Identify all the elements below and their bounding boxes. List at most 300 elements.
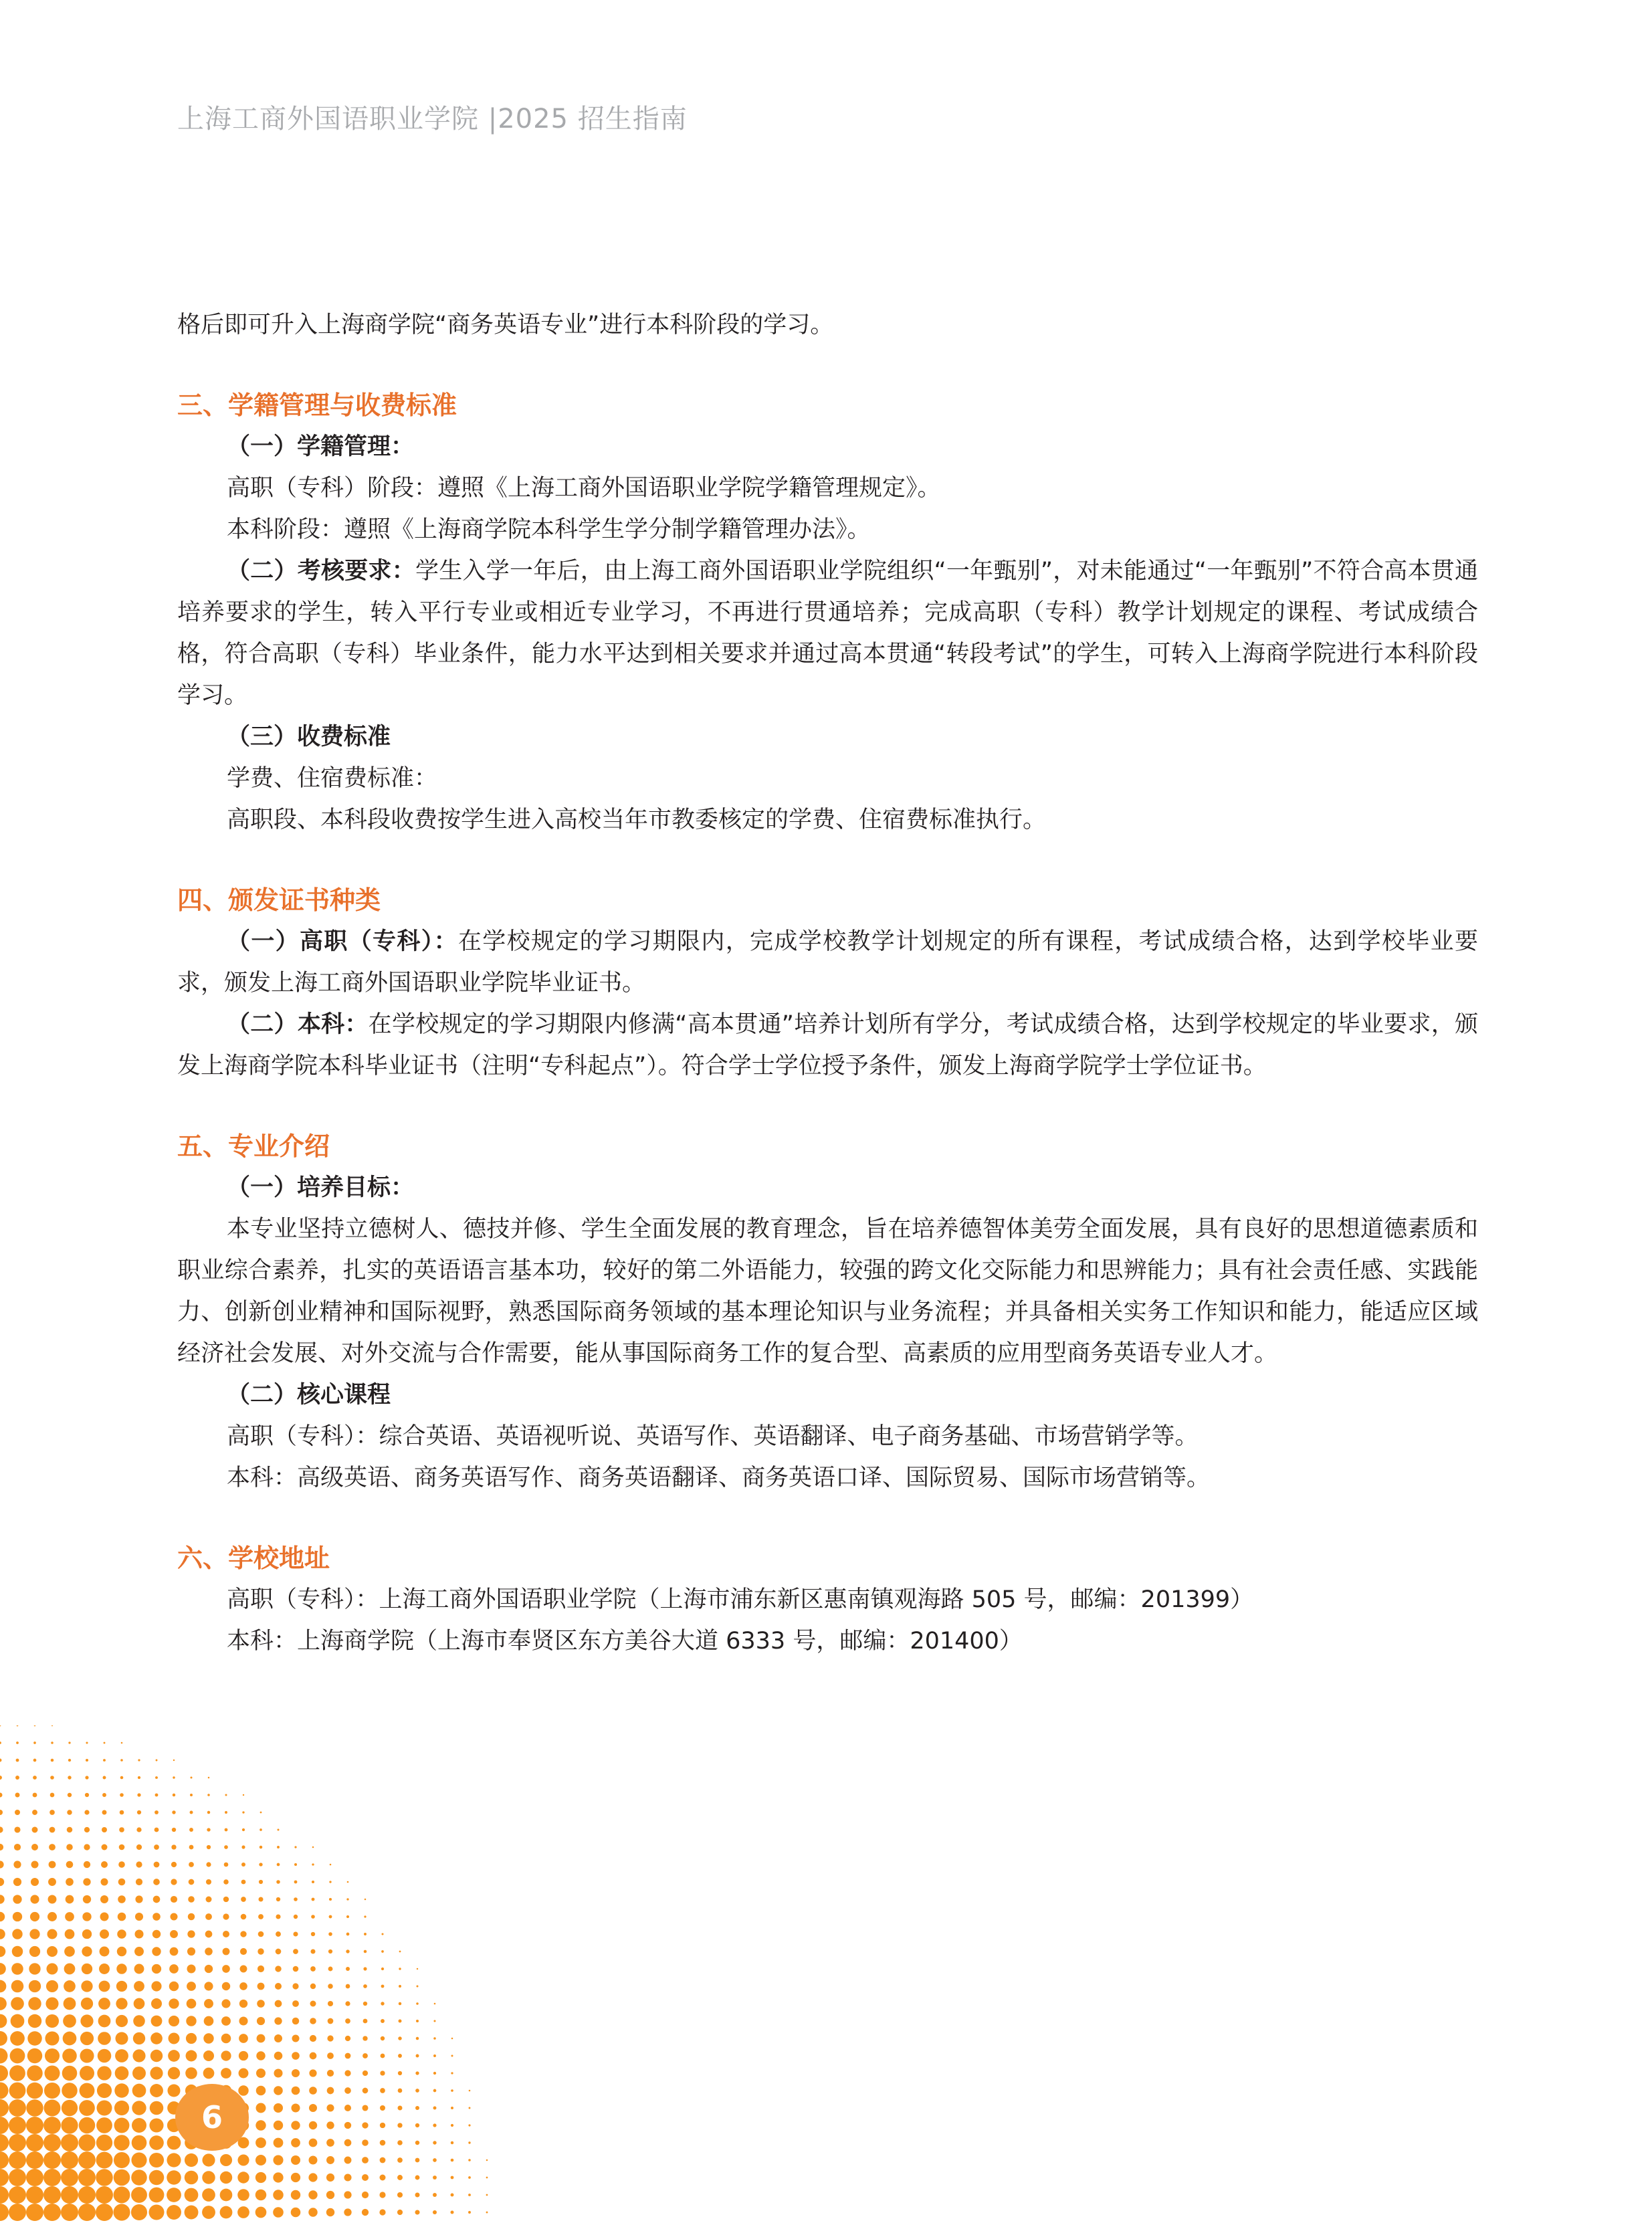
halftone-dot [186, 2050, 197, 2062]
halftone-dot [416, 2020, 419, 2022]
halftone-dot [433, 2123, 436, 2127]
halftone-dot [152, 1930, 161, 1939]
halftone-dot [80, 2048, 94, 2062]
halftone-dot [134, 1947, 144, 1956]
halftone-dot [28, 1997, 41, 2010]
halftone-dot [220, 2189, 233, 2202]
halftone-dot [274, 2121, 283, 2130]
halftone-dot [451, 2124, 453, 2127]
halftone-dot [294, 1846, 296, 1848]
halftone-dot [0, 1844, 3, 1850]
halftone-dot [451, 2038, 453, 2040]
halftone-dot [49, 1827, 56, 1833]
halftone-dot [255, 2207, 267, 2218]
halftone-dot [224, 1845, 228, 1849]
halftone-dot [433, 2037, 436, 2040]
halftone-dot [468, 2194, 471, 2196]
halftone-dot [258, 1914, 264, 1919]
halftone-dot [276, 1931, 281, 1937]
halftone-dot [0, 1878, 4, 1886]
halftone-dot [0, 1997, 7, 2010]
halftone-dot [103, 1776, 106, 1780]
halftone-dot [169, 2033, 180, 2044]
section-4-para-2-text: 在学校规定的学习期限内修满“高本贯通”培养计划所有学分，考试成绩合格，达到学校规定的毕业要求，颁发上海商学院本科毕业证书（注明“专科起点”）。符合学士学位授予条件，颁发上海商学院学士学位证书。 [177, 1011, 1478, 1079]
halftone-dot [451, 2107, 453, 2109]
halftone-dot [61, 2169, 78, 2186]
halftone-dot [310, 2035, 316, 2042]
halftone-dot [26, 2151, 43, 2169]
halftone-dot [276, 1949, 282, 1955]
halftone-dot [186, 2016, 196, 2026]
halftone-dot [61, 2117, 78, 2133]
halftone-dot [188, 1896, 195, 1903]
halftone-dot [310, 2001, 316, 2007]
halftone-dot [30, 1895, 39, 1903]
halftone-dot [152, 1947, 161, 1955]
halftone-dot [237, 2189, 249, 2201]
halftone-dot [451, 2089, 453, 2092]
halftone-dot [118, 1879, 126, 1886]
halftone-dot [328, 1949, 332, 1953]
halftone-dot [329, 1881, 331, 1883]
halftone-dot [292, 2034, 299, 2042]
halftone-dot [9, 2099, 26, 2117]
halftone-dot [415, 2123, 419, 2127]
section-3-line-1: 高职（专科）阶段：遵照《上海工商外国语职业学院学籍管理规定》。 [227, 475, 941, 502]
halftone-dot [344, 2122, 351, 2129]
halftone-dot [223, 1913, 229, 1919]
halftone-dot [0, 1741, 1, 1744]
halftone-dot [151, 1981, 161, 1991]
halftone-dot [44, 2065, 60, 2081]
halftone-dot [310, 1966, 316, 1972]
halftone-dot [308, 2173, 317, 2182]
halftone-dot [47, 1929, 58, 1939]
halftone-dot [202, 2188, 215, 2202]
halftone-dot [34, 1725, 36, 1726]
section-5-sub-1: （一）培养目标： [227, 1174, 415, 1201]
halftone-dot [31, 1861, 38, 1868]
halftone-dot [328, 2018, 334, 2024]
halftone-dot [98, 1998, 110, 2010]
halftone-dot [363, 1984, 367, 1988]
halftone-dot [136, 1844, 142, 1850]
halftone-dot [170, 1913, 177, 1920]
halftone-dot [120, 1810, 124, 1815]
halftone-dot [131, 2204, 147, 2220]
halftone-dot [135, 1913, 143, 1921]
halftone-dot [381, 1950, 384, 1953]
halftone-dot [96, 2169, 112, 2186]
halftone-dot [167, 2136, 181, 2150]
halftone-dot [397, 2210, 403, 2215]
halftone-dot [172, 1810, 175, 1814]
halftone-dot [78, 2134, 95, 2151]
halftone-dot [327, 2070, 334, 2077]
section-3-para-2-text: 学生入学一年后，由上海工商外国语职业学院组织“一年甄别”，对未能通过“一年甄别”不符合高本贯通培养要求的学生，转入平行专业或相近专业学习，不再进行贯通培养；完成高职（专科）教学计划规定的课程、考试成绩合格，符合高职（专科）毕业条件，能力水平达到相关要求并通过高本贯通“转段考试”的学生，可转入上海商学院进行本科阶段学习。 [177, 558, 1478, 709]
halftone-dot [221, 1999, 230, 2008]
halftone-dot [0, 1895, 5, 1903]
halftone-dot [121, 1742, 123, 1744]
halftone-dot [86, 1759, 88, 1762]
halftone-dot [433, 2107, 437, 2110]
halftone-dot [415, 2089, 419, 2093]
halftone-dot [311, 1915, 315, 1919]
main-content [177, 304, 1478, 1662]
halftone-dot [363, 2053, 368, 2058]
halftone-dot [187, 1930, 195, 1937]
halftone-dot [207, 1794, 210, 1796]
halftone-dot [150, 2067, 163, 2079]
halftone-dot [190, 1794, 193, 1796]
halftone-dot [185, 2206, 199, 2220]
halftone-dot [82, 1946, 92, 1956]
halftone-dot [276, 1897, 280, 1901]
halftone-dot [64, 1964, 76, 1975]
halftone-dot [149, 2135, 164, 2150]
halftone-dot [86, 1741, 88, 1743]
halftone-dot [13, 1861, 21, 1868]
halftone-dot [346, 1984, 350, 1989]
halftone-dot [116, 1964, 126, 1974]
halftone-dot [397, 2123, 402, 2127]
halftone-dot [241, 1845, 245, 1848]
halftone-dot [78, 2151, 96, 2169]
halftone-dot [51, 1741, 54, 1744]
halftone-dot [31, 1844, 38, 1850]
halftone-dot [185, 2188, 199, 2202]
halftone-dot [469, 2090, 471, 2092]
halftone-dot [260, 1812, 262, 1814]
section-6-line-1: 高职（专科）：上海工商外国语职业学院（上海市浦东新区惠南镇观海路 505 号，邮编：201399） [227, 1586, 1254, 1613]
halftone-dot [344, 2105, 351, 2111]
halftone-dot [134, 1929, 143, 1938]
halftone-dot [291, 2208, 301, 2218]
halftone-dot [62, 2066, 78, 2081]
halftone-dot [44, 2083, 60, 2099]
halftone-dot [9, 2151, 26, 2169]
halftone-dot [9, 2169, 26, 2186]
halftone-dot [189, 1862, 194, 1867]
halftone-dot [415, 2106, 419, 2110]
halftone-dot [468, 2176, 471, 2179]
halftone-dot [347, 1881, 349, 1883]
halftone-dot [362, 2209, 369, 2216]
halftone-dot [0, 2204, 9, 2221]
halftone-dot [9, 2186, 26, 2204]
intro-line: 格后即可升入上海商学院“商务英语专业”进行本科阶段的学习。 [177, 312, 834, 338]
halftone-dot [239, 2051, 248, 2060]
halftone-dot [237, 2154, 249, 2165]
halftone-dot [292, 1983, 298, 1989]
halftone-dot [118, 1913, 126, 1921]
halftone-dot [221, 2068, 231, 2079]
halftone-dot [16, 1759, 19, 1762]
halftone-dot [258, 1897, 263, 1901]
halftone-dot [114, 2135, 130, 2151]
halftone-dot [345, 2001, 350, 2006]
halftone-dot [67, 1810, 72, 1814]
halftone-dot [29, 1946, 40, 1957]
halftone-dot [137, 1793, 140, 1796]
halftone-dot [148, 2204, 164, 2220]
halftone-dot [397, 2140, 403, 2145]
halftone-dot [240, 1931, 246, 1937]
halftone-dot [380, 2175, 386, 2181]
halftone-dot [260, 1828, 262, 1831]
halftone-dot [433, 2193, 437, 2197]
halftone-dot [132, 2118, 146, 2133]
halftone-dot [27, 2065, 42, 2081]
halftone-dot [202, 2206, 215, 2219]
halftone-dot [398, 2071, 402, 2075]
halftone-dot [13, 1912, 22, 1921]
halftone-dot [168, 2067, 180, 2079]
halftone-dot [154, 1810, 159, 1814]
halftone-dot [273, 2155, 283, 2165]
halftone-dot [16, 1741, 19, 1744]
halftone-dot [344, 2174, 351, 2181]
halftone-dot [329, 1915, 332, 1919]
halftone-dot [293, 1931, 298, 1936]
halftone-dot [381, 2002, 384, 2005]
halftone-dot [102, 1793, 106, 1797]
section-3-sub-1: （一）学籍管理： [227, 433, 415, 460]
halftone-dot [0, 2151, 9, 2169]
halftone-dot [84, 1844, 90, 1850]
halftone-dot [239, 2069, 249, 2079]
halftone-dot [9, 2065, 25, 2081]
halftone-dot [327, 2052, 334, 2059]
halftone-dot [67, 1827, 73, 1833]
halftone-dot [398, 2036, 401, 2040]
halftone-dot [294, 1863, 297, 1866]
halftone-dot [344, 2087, 351, 2094]
halftone-dot [255, 2172, 266, 2183]
halftone-dot [153, 1896, 161, 1903]
section-4-para-1 [177, 921, 1478, 1004]
halftone-dot [257, 2034, 266, 2043]
halftone-dot [241, 1897, 246, 1902]
halftone-dot [416, 2037, 419, 2040]
halftone-dot [114, 2118, 130, 2133]
halftone-dot [114, 2169, 130, 2186]
halftone-dot [15, 1793, 20, 1798]
halftone-dot [137, 1810, 141, 1814]
halftone-dot [207, 1845, 211, 1849]
halftone-dot [13, 1878, 21, 1886]
halftone-dot [167, 2188, 181, 2202]
halftone-dot [225, 1794, 227, 1796]
halftone-dot [190, 1811, 193, 1814]
halftone-dot [468, 2211, 471, 2214]
halftone-dot [80, 2083, 95, 2099]
halftone-dot [380, 2071, 385, 2075]
halftone-dot [206, 1862, 211, 1867]
halftone-dot [82, 1912, 91, 1921]
halftone-dot [380, 2157, 386, 2163]
halftone-dot [62, 2100, 78, 2116]
halftone-dot [78, 2186, 96, 2204]
halftone-dot [149, 2188, 165, 2203]
halftone-dot [468, 2159, 471, 2161]
halftone-decoration [0, 1725, 508, 2225]
halftone-dot [294, 1915, 298, 1919]
halftone-dot [416, 2002, 419, 2005]
halftone-dot [61, 2204, 78, 2221]
halftone-dot [97, 2066, 111, 2080]
halftone-dot [120, 1776, 124, 1780]
halftone-dot [9, 2117, 26, 2134]
halftone-dot [277, 1863, 280, 1867]
halftone-dot [222, 1982, 230, 1990]
halftone-dot [99, 1981, 110, 1992]
halftone-dot [134, 1998, 145, 2010]
halftone-dot [100, 1895, 108, 1903]
halftone-dot [206, 1879, 211, 1885]
halftone-dot [43, 2204, 61, 2221]
halftone-dot [239, 2016, 247, 2025]
halftone-dot [469, 2107, 471, 2109]
halftone-dot [255, 2137, 266, 2148]
halftone-dot [346, 1967, 350, 1971]
halftone-dot [27, 2048, 42, 2063]
halftone-dot [225, 1811, 227, 1814]
halftone-dot [78, 2204, 96, 2221]
halftone-dot [78, 2169, 96, 2186]
halftone-dot [292, 2087, 300, 2095]
halftone-dot [136, 1861, 142, 1867]
halftone-dot [113, 2204, 130, 2220]
halftone-dot [135, 1895, 142, 1903]
halftone-dot [274, 2069, 282, 2077]
halftone-dot [62, 2083, 77, 2098]
halftone-dot [258, 1931, 264, 1937]
section-5-para-1: 本专业坚持立德树人、德技并修、学生全面发展的教育理念，旨在培养德智体美劳全面发展，具有良好的思想道德素质和职业综合素养，扎实的英语语言基本功，较好的第二外语能力，较强的跨文化交际能力和思辨能力；具有社会责任感、实践能力、创新创业精神和国际视野，熟悉国际商务领域的基本理论知识与业务流程；并具备相关实务工作知识和能力，能适应区域经济社会发展、对外交流与合作需要，能从事国际商务工作的复合型、高素质的应用型商务英语专业人才。 [177, 1216, 1478, 1367]
halftone-dot [33, 1741, 36, 1744]
halftone-dot [291, 2173, 300, 2182]
halftone-dot [238, 2085, 248, 2095]
halftone-dot [486, 2212, 488, 2214]
halftone-dot [118, 1861, 125, 1868]
halftone-dot [486, 2177, 488, 2179]
halftone-dot [291, 2190, 300, 2200]
halftone-dot [0, 2048, 7, 2064]
halftone-dot [363, 2036, 367, 2040]
halftone-dot [203, 2050, 214, 2061]
section-3-sub-2: （二）考核要求： [227, 558, 415, 585]
halftone-dot [173, 1776, 175, 1778]
halftone-dot [97, 2083, 112, 2098]
halftone-dot [380, 2140, 386, 2146]
halftone-dot [345, 2053, 351, 2059]
halftone-dot [362, 2192, 369, 2198]
halftone-dot [0, 2099, 9, 2117]
halftone-dot [47, 1946, 58, 1957]
halftone-dot [0, 1792, 3, 1797]
halftone-dot [45, 2031, 59, 2045]
halftone-dot [292, 2069, 300, 2077]
halftone-dot [84, 1861, 90, 1868]
halftone-dot [257, 2000, 265, 2008]
halftone-dot [204, 1982, 213, 1990]
halftone-dot [11, 1980, 24, 1993]
halftone-dot [309, 2087, 317, 2095]
halftone-dot [61, 2134, 78, 2151]
halftone-dot [189, 1828, 193, 1832]
halftone-dot [486, 2159, 488, 2161]
halftone-dot [0, 1946, 5, 1957]
halftone-dot [171, 1896, 177, 1903]
halftone-dot [364, 1950, 367, 1953]
halftone-dot [398, 2054, 402, 2058]
halftone-dot [120, 1793, 124, 1797]
halftone-dot [190, 1776, 192, 1778]
halftone-dot [150, 2050, 163, 2062]
halftone-dot [132, 2084, 146, 2098]
halftone-dot [241, 1863, 245, 1867]
halftone-dot [239, 1982, 247, 1990]
halftone-dot [100, 1929, 109, 1939]
halftone-dot [256, 2103, 266, 2113]
halftone-dot [345, 2018, 350, 2024]
halftone-dot [133, 2032, 145, 2044]
halftone-dot [187, 1982, 196, 1991]
halftone-dot [417, 1968, 418, 1970]
halftone-dot [326, 2191, 334, 2199]
halftone-dot [204, 1999, 213, 2008]
halftone-dot [291, 2155, 300, 2165]
halftone-dot [399, 1985, 401, 1988]
halftone-dot [326, 2121, 334, 2129]
halftone-dot [80, 2066, 94, 2081]
halftone-dot [96, 2135, 112, 2151]
halftone-dot [173, 1794, 175, 1796]
halftone-dot [117, 1929, 126, 1939]
halftone-dot [309, 2069, 316, 2077]
halftone-dot [170, 1930, 178, 1938]
halftone-dot [274, 2086, 283, 2095]
halftone-dot [167, 2084, 180, 2097]
halftone-dot [379, 2192, 385, 2198]
halftone-dot [152, 1964, 161, 1974]
halftone-dot [257, 1983, 265, 1990]
halftone-dot [167, 2205, 181, 2220]
halftone-dot [132, 2049, 145, 2062]
halftone-dot [205, 1931, 213, 1938]
halftone-dot [80, 2032, 94, 2045]
halftone-dot [274, 2138, 284, 2148]
halftone-dot [0, 1776, 2, 1780]
halftone-dot [64, 1998, 76, 2010]
halftone-dot [220, 2206, 233, 2219]
halftone-dot [344, 2139, 352, 2147]
section-4-sub-1: （一）高职（专科）： [227, 928, 458, 955]
halftone-dot [14, 1826, 20, 1832]
halftone-dot [45, 2014, 59, 2028]
halftone-dot [64, 1980, 76, 1992]
halftone-dot [44, 2100, 61, 2117]
halftone-dot [364, 1933, 367, 1935]
halftone-dot [99, 1964, 110, 1974]
halftone-dot [0, 1759, 1, 1762]
halftone-dot [114, 2101, 129, 2115]
halftone-dot [171, 1844, 176, 1849]
halftone-dot [237, 2171, 249, 2183]
halftone-dot [102, 1827, 107, 1832]
halftone-dot [255, 2190, 267, 2201]
halftone-dot [397, 2157, 403, 2163]
